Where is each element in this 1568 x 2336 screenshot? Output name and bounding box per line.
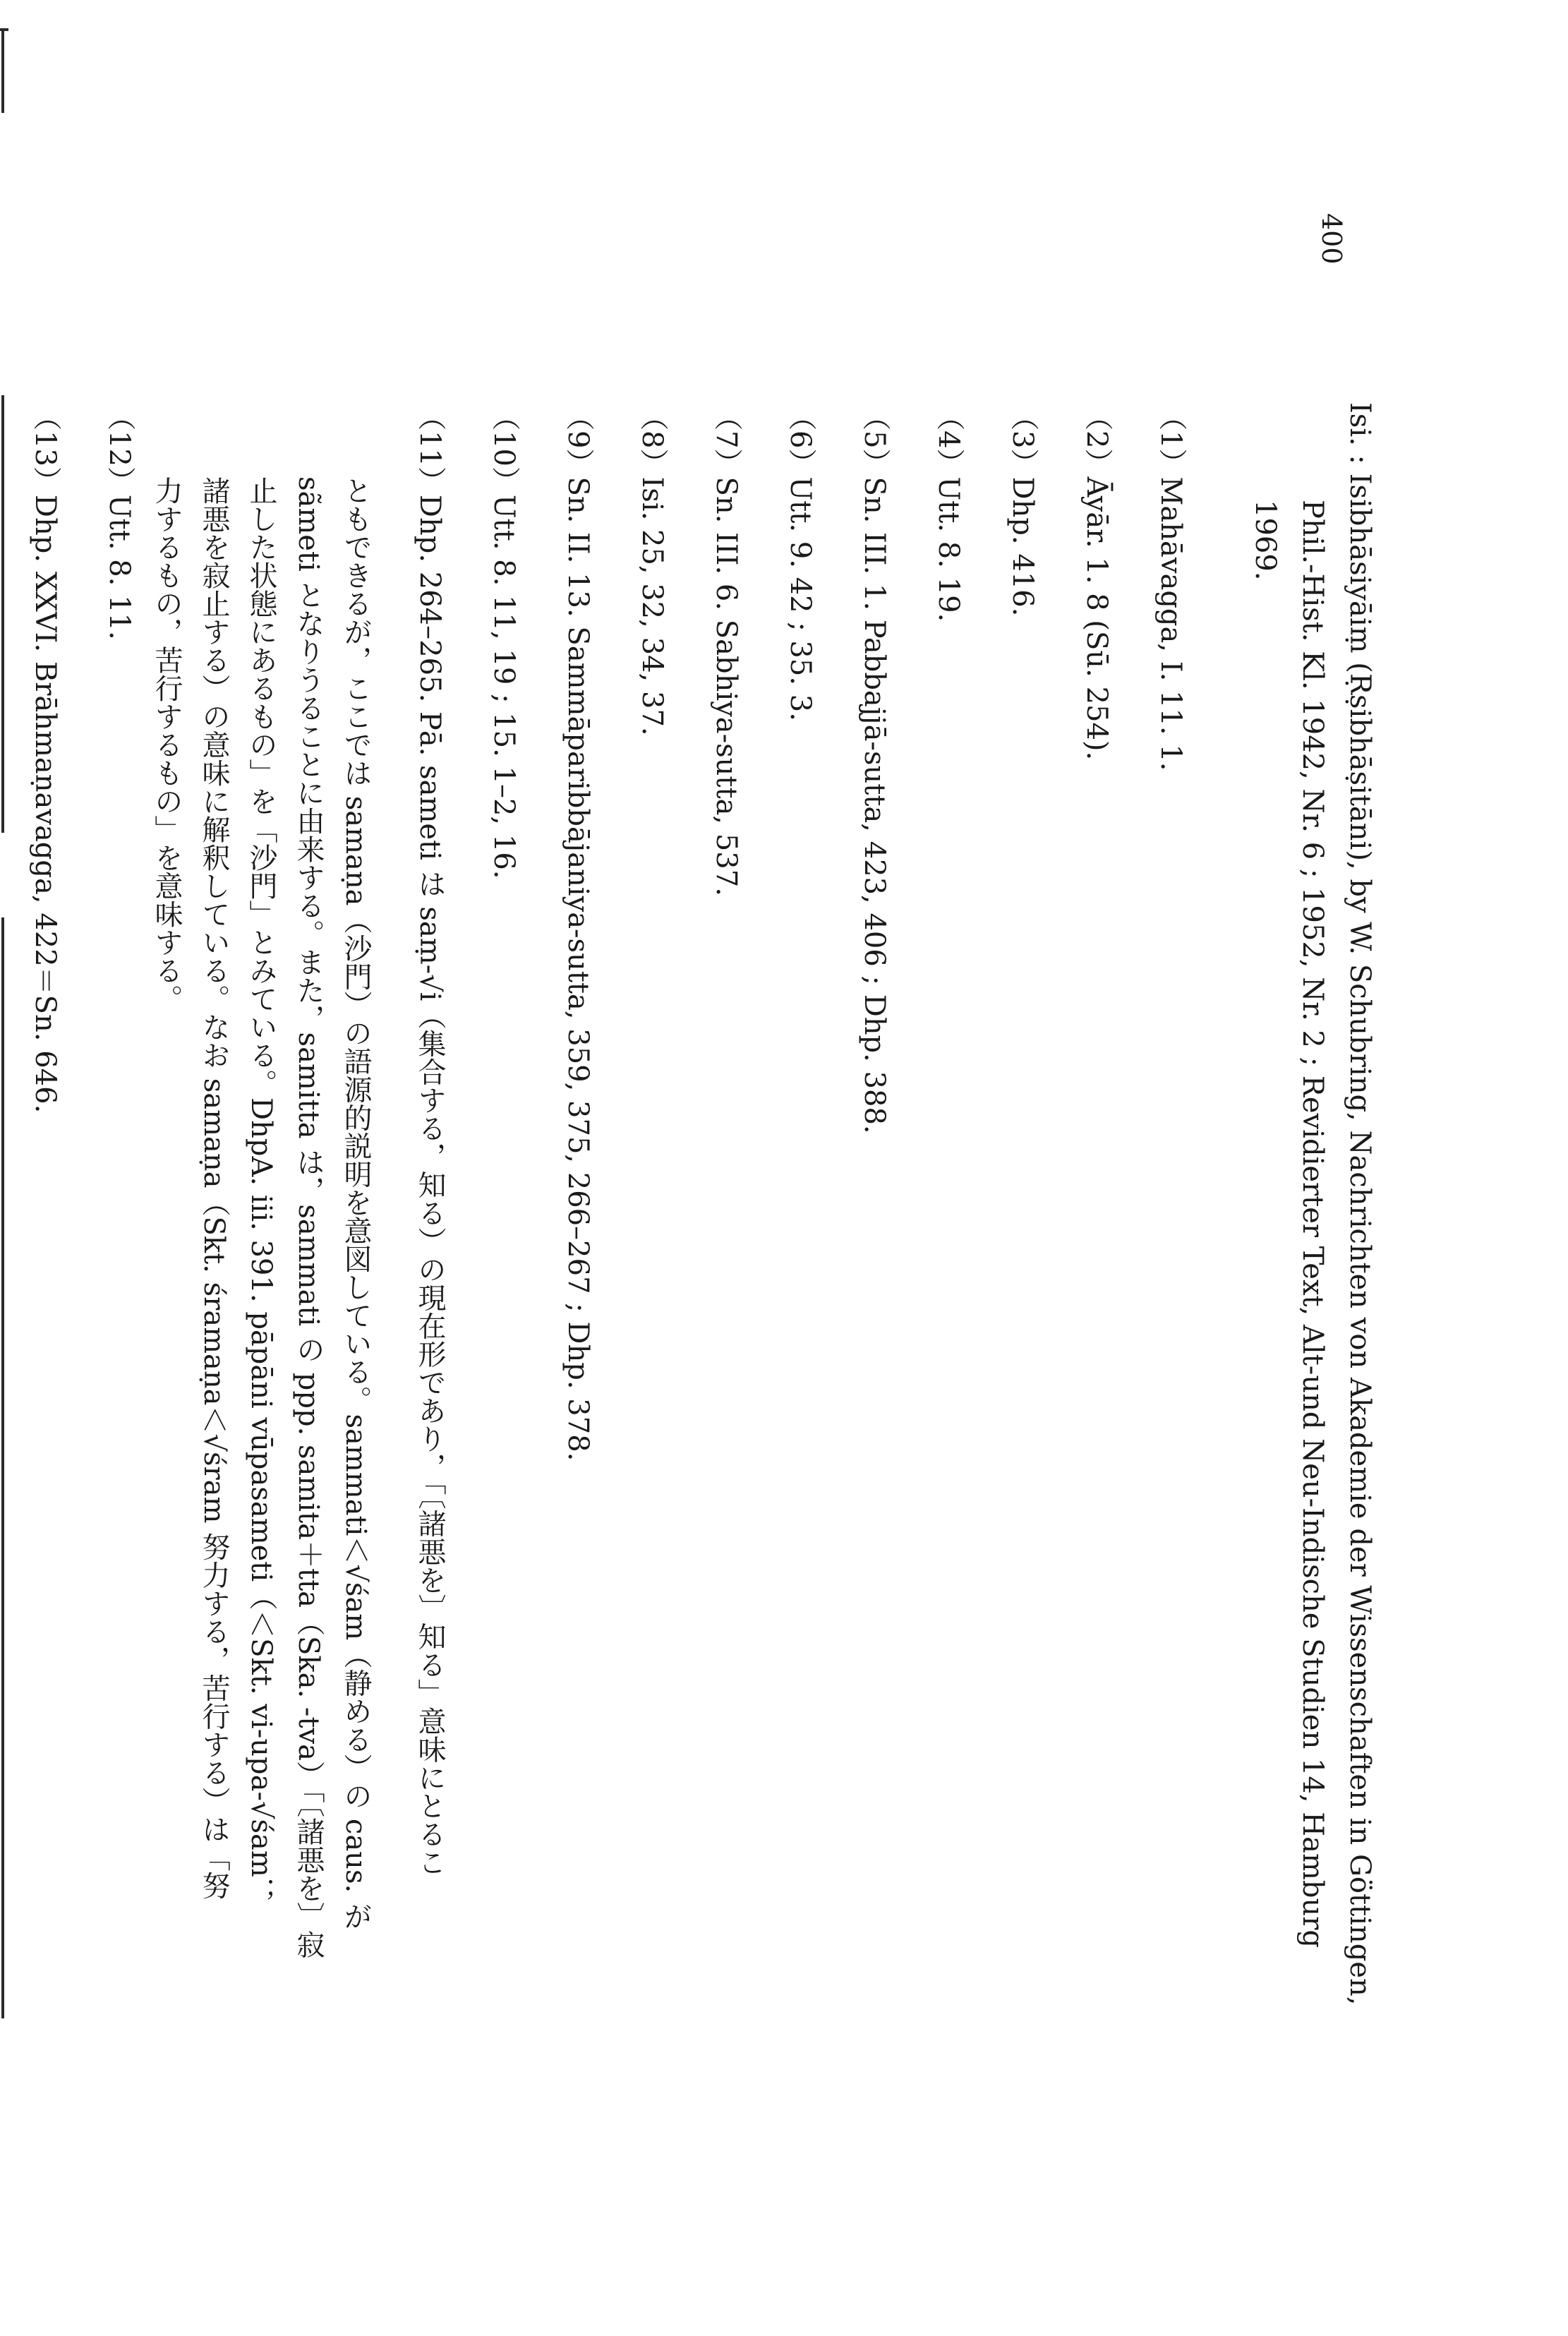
note-text: Utt. 8. 11, 19 ; 15. 1–2, 16.: [488, 494, 520, 879]
note-item: [0, 402, 68, 2195]
bibliography-line: Isi. : Isibhāsiyāiṃ (Ṛṣibhāṣitāni), by W. Schubring, Nachrichten von Akademie der Wissenschaften in Göttingen,: [1344, 402, 1376, 2006]
note-text: Sn. II. 13. Sammāparibbājaniya-sutta, 359, 375, 266–267 ; Dhp. 378.: [562, 476, 594, 1462]
note-item: [824, 402, 898, 2195]
text-body: [0, 402, 1383, 2195]
note-item: [1120, 402, 1194, 2195]
note-item: [749, 402, 824, 2195]
note-continuation: 力するもの，苦行するもの」を意味する。: [150, 476, 183, 1013]
note-mark: （8）: [636, 402, 668, 477]
page-number: 400: [1316, 213, 1347, 265]
note-mark: （9）: [562, 402, 594, 477]
note-item: [379, 402, 453, 2195]
note-text: Utt. 9. 42 ; 35. 3.: [784, 476, 816, 721]
note-text: Dhp. XXVI. Brāhmaṇavagga, 422＝Sn. 646.: [29, 494, 61, 1114]
note-item: [675, 402, 749, 2195]
note-text: Sn. III. 1. Pabbajjā-sutta, 423, 406 ; Dhp. 388.: [858, 476, 891, 1134]
note-continuation: 止した状態にあるもの」を「沙門」とみている。DhpA. iii. 391. pāpāni vūpasameti（＜Skt. vi-upa-√śam；: [245, 476, 277, 1905]
note-text: Dhp. 416.: [1006, 476, 1039, 617]
note-text: Mahāvagga, I. 11. 1.: [1154, 476, 1187, 771]
note-mark: （1）: [1154, 402, 1187, 477]
note-item: [1046, 402, 1120, 2195]
note-item: [972, 402, 1046, 2195]
bibliography-line: 1969.: [1249, 500, 1281, 581]
note-mark: （4）: [932, 402, 965, 477]
note-text: Isi. 25, 32, 34, 37.: [636, 476, 668, 736]
note-mark: （5）: [858, 402, 891, 477]
scan-edge-bar: [1, 28, 4, 113]
note-mark: （3）: [1006, 402, 1039, 477]
note-mark: （11）: [414, 402, 446, 495]
section-spacer: [1194, 402, 1241, 2195]
note-continuation: ともできるが，ここでは samaṇa（沙門）の語源的説明を意図している。sammati＜√śam（静める）の caus. が: [339, 476, 372, 1930]
note-text: Āyār. 1. 8 (Sū. 254).: [1080, 476, 1113, 761]
note-continuation: 諸悪を寂止する）の意味に解釈している。なお samaṇa（Skt. śramaṇa＜√śram 努力する，苦行する）は「努: [198, 476, 230, 1900]
note-mark: （12）: [103, 402, 135, 495]
note-mark: （2）: [1080, 402, 1113, 477]
note-mark: （6）: [784, 402, 816, 477]
note-mark: （10）: [488, 402, 520, 495]
note-text: Utt. 8. 19.: [932, 476, 965, 622]
note-mark: （13）: [29, 402, 61, 495]
note-text: Dhp. 264–265. Pā. sameti は saṃ-√i（集合する，知る）の現在形であり，「〔諸悪を〕知る」意味にとるこ: [414, 494, 446, 1877]
note-item: [601, 402, 675, 2195]
note-item: [453, 402, 527, 2195]
bibliography-line: Phil.-Hist. Kl. 1942, Nr. 6 ; 1952, Nr. 2 ; Revidierter Text, Alt-und Neu-Indische Studien 14, Hamburg: [1296, 500, 1329, 1949]
note-continuation: sãmeti となりうることに由来する。また，samitta は，sammati の ppp. samita＋tta（Ska. -tva）「〔諸悪を〕寂: [292, 476, 325, 1958]
note-text: Utt. 8. 11.: [103, 494, 135, 640]
note-item: [898, 402, 972, 2195]
note-item: [527, 402, 601, 2195]
note-mark: （7）: [710, 402, 742, 477]
note-item: [68, 402, 143, 2195]
note-text: Sn. III. 6. Sabhiya-sutta, 537.: [710, 476, 742, 896]
